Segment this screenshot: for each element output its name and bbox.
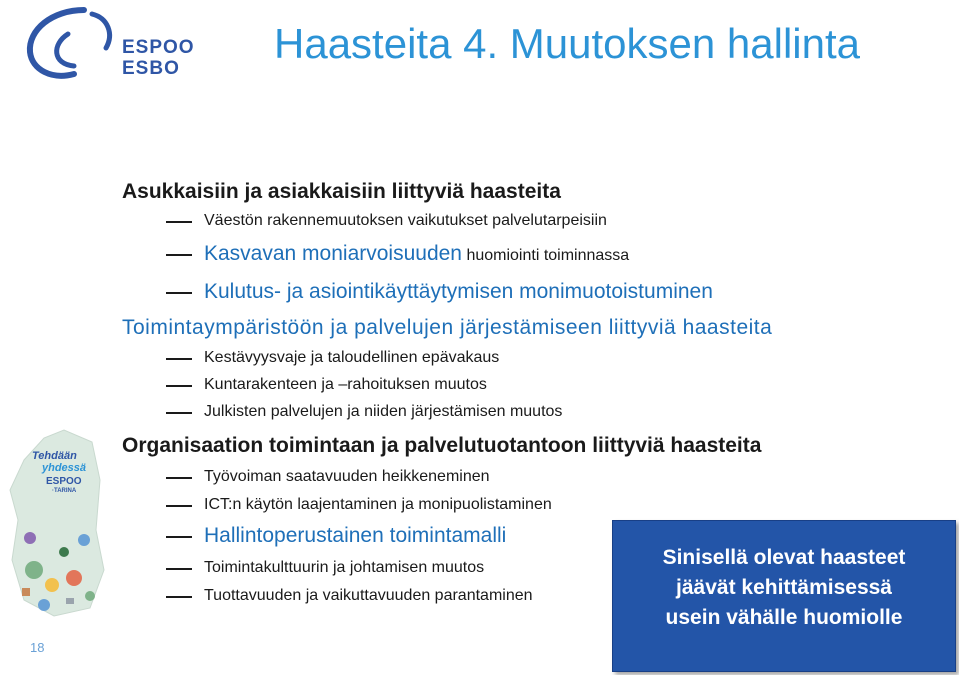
map-text-line4: ·TARINA — [52, 488, 77, 494]
logo-text-espoo: ESPOO — [122, 37, 195, 58]
espoo-logo-mark-icon — [22, 4, 122, 84]
callout-line-3: usein vähälle huomiolle — [665, 606, 903, 629]
map-text-line2: yhdessä — [42, 462, 87, 474]
espoo-logo — [22, 4, 202, 84]
section-heading-residents: Asukkaisiin ja asiakkaisiin liittyviä haasteita — [122, 180, 561, 203]
map-text-line1: Tehdään — [32, 450, 77, 462]
dash-bullet — [166, 385, 192, 387]
map-text-line3: ESPOO — [46, 476, 82, 487]
dash-bullet — [166, 254, 192, 256]
logo-text-esbo: ESBO — [122, 58, 180, 79]
dash-bullet — [166, 568, 192, 570]
dash-bullet — [166, 477, 192, 479]
dash-bullet — [166, 221, 192, 223]
slide-number: 18 — [30, 640, 45, 655]
callout-text — [613, 543, 955, 633]
highlight-text: Kasvavan moniarvoisuuden — [204, 242, 462, 265]
callout-line-2: jäävät kehittämisessä — [676, 576, 892, 599]
dash-bullet — [166, 536, 192, 538]
callout-box — [612, 520, 956, 672]
callout-line-1: Sinisellä olevat haasteet — [662, 546, 906, 569]
dash-bullet — [166, 596, 192, 598]
espoo-map-illustration — [4, 420, 114, 620]
dash-bullet — [166, 412, 192, 414]
dash-bullet — [166, 292, 192, 294]
slide-title: Haasteita 4. Muutoksen hallinta — [274, 20, 861, 67]
dash-bullet — [166, 358, 192, 360]
section-heading-organisation: Organisaation toimintaan ja palvelutuotantoon liittyviä haasteita — [122, 434, 762, 457]
section-heading-environment: Toimintaympäristöön ja palvelujen järjestämiseen liittyviä haasteita — [122, 316, 773, 339]
dash-bullet — [166, 505, 192, 507]
